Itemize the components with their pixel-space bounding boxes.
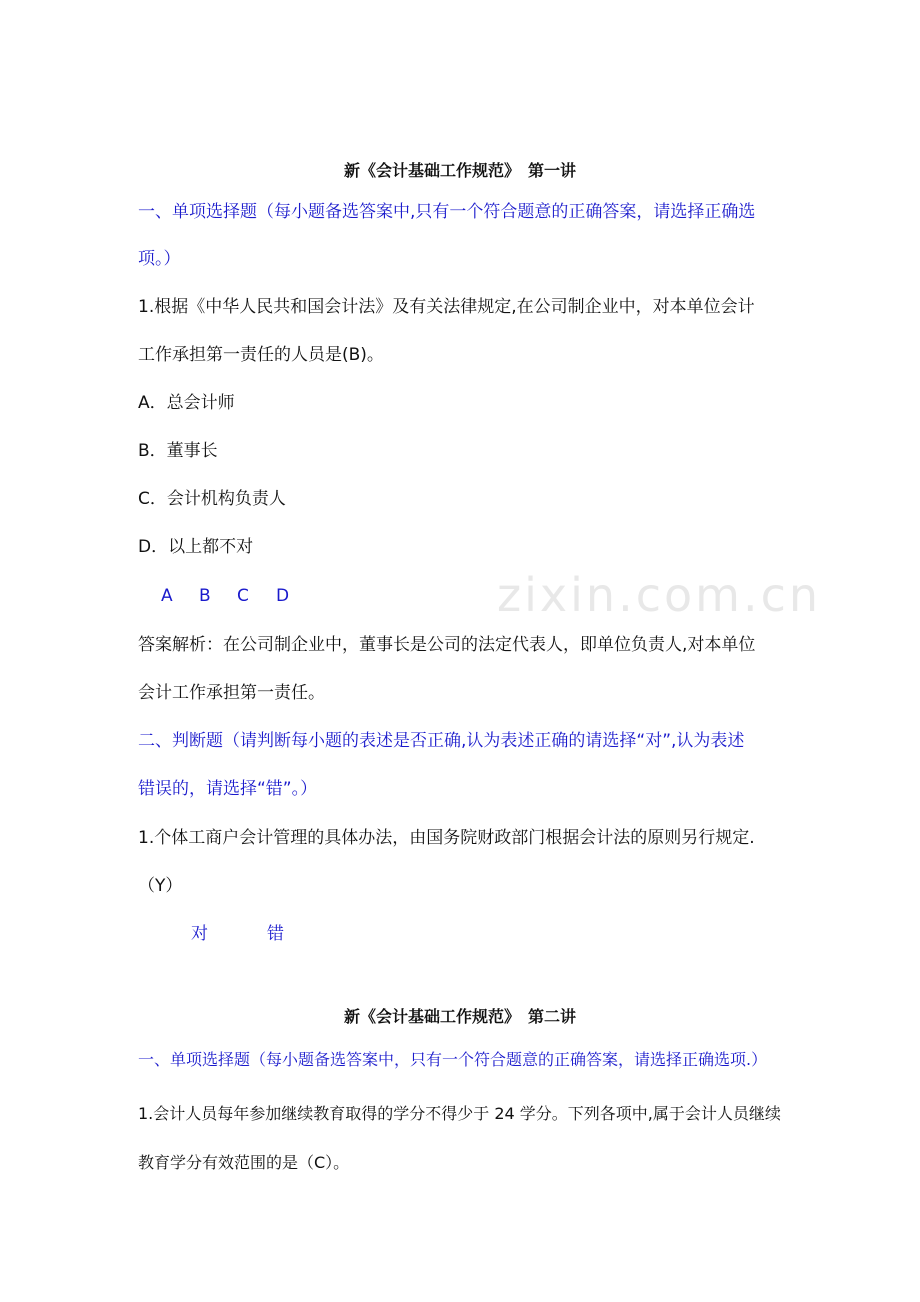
section-2-heading-cont: 错误的，请选择“错”。） (138, 779, 318, 799)
choice-d-button[interactable]: D (276, 586, 290, 606)
section-1-heading: 一、单项选择题（每小题备选答案中,只有一个符合题意的正确答案，请选择正确选 (138, 202, 756, 222)
option-d: D．以上都不对 (138, 537, 254, 557)
question-1-text-cont: 工作承担第一责任的人员是(B)。 (138, 345, 384, 365)
false-button[interactable]: 错 (267, 924, 284, 944)
choice-b-button[interactable]: B (199, 586, 211, 606)
watermark: zixin.com.cn (497, 568, 822, 622)
section-1-heading-cont: 项。） (138, 249, 181, 269)
answer-explanation: 答案解析：在公司制企业中，董事长是公司的法定代表人，即单位负责人,对本单位 (138, 635, 756, 655)
tf-question-1-text: 1.个体工商户会计管理的具体办法，由国务院财政部门根据会计法的原则另行规定. (138, 828, 755, 848)
lecture-2-title: 新《会计基础工作规范》 第二讲 (343, 1007, 576, 1026)
option-a: A．总会计师 (138, 393, 235, 413)
lecture-2-section-1-heading: 一、单项选择题（每小题备选答案中，只有一个符合题意的正确答案，请选择正确选项.） (138, 1050, 768, 1069)
lecture-2-question-1-text-cont: 教育学分有效范围的是（C）。 (138, 1153, 350, 1172)
true-button[interactable]: 对 (191, 924, 208, 944)
choice-c-button[interactable]: C (237, 586, 249, 606)
lecture-2-question-1-text: 1.会计人员每年参加继续教育取得的学分不得少于 24 学分。下列各项中,属于会计人员继续 (138, 1104, 781, 1123)
option-b: B．董事长 (138, 441, 218, 461)
question-1-text: 1.根据《中华人民共和国会计法》及有关法律规定,在公司制企业中，对本单位会计 (138, 297, 755, 317)
lecture-1-title: 新《会计基础工作规范》 第一讲 (343, 161, 576, 180)
answer-explanation-cont: 会计工作承担第一责任。 (138, 683, 325, 703)
choice-a-button[interactable]: A (161, 586, 173, 606)
section-2-heading: 二、判断题（请判断每小题的表述是否正确,认为表述正确的请选择“对”,认为表述 (138, 731, 745, 751)
option-c: C．会计机构负责人 (138, 489, 286, 509)
tf-question-1-answer: （Y） (138, 876, 183, 896)
